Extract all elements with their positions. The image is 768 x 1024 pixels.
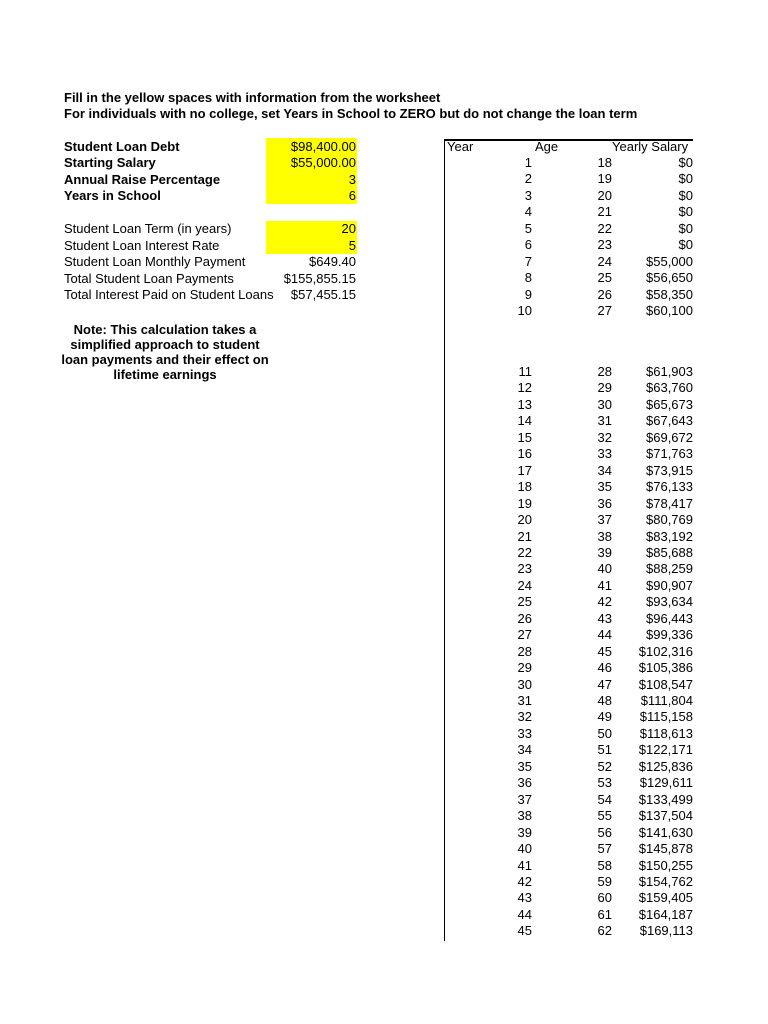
age-cell: 18: [597, 155, 612, 170]
table-row: [446, 529, 693, 545]
year-cell: 4: [524, 204, 532, 220]
age-cell: 30: [597, 396, 612, 412]
table-row: [446, 561, 693, 577]
total-payments-label: Total Student Loan Payments: [64, 271, 234, 286]
table-row: [446, 380, 693, 396]
year-cell: 5: [524, 220, 532, 236]
salary-cell: $63,760: [646, 380, 693, 396]
age-cell: 29: [597, 380, 612, 396]
table-row: [446, 808, 693, 824]
year-cell: 35: [517, 758, 532, 774]
table-row: [446, 825, 693, 841]
age-cell: 62: [597, 923, 612, 939]
table-row: [446, 545, 693, 561]
instruction-line-1: Fill in the yellow spaces with information from the worksheet: [64, 90, 441, 105]
salary-cell: $93,634: [646, 594, 693, 610]
year-cell: 23: [517, 561, 532, 577]
interest-rate-input[interactable]: 5: [348, 238, 356, 253]
table-row: [446, 171, 693, 187]
year-cell: 21: [517, 528, 532, 544]
salary-cell: $99,336: [646, 627, 693, 643]
year-cell: 28: [517, 643, 532, 659]
table-row: [446, 430, 693, 446]
salary-cell: $0: [678, 171, 693, 187]
table-row: [446, 644, 693, 660]
table-left-border: [444, 139, 445, 941]
age-cell: 38: [597, 528, 612, 544]
salary-cell: $80,769: [646, 512, 693, 528]
total-interest-value: $57,455.15: [290, 287, 356, 302]
age-cell: 28: [597, 364, 612, 379]
table-row: [446, 611, 693, 627]
age-cell: 39: [597, 544, 612, 560]
year-cell: 7: [524, 253, 532, 269]
year-cell: 6: [524, 237, 532, 253]
salary-cell: $129,611: [639, 775, 693, 791]
table-row: [446, 237, 693, 253]
salary-cell: $73,915: [646, 462, 693, 478]
table-row: [446, 413, 693, 429]
year-cell: 44: [517, 906, 532, 922]
year-cell: 3: [524, 187, 532, 203]
age-cell: 57: [597, 841, 612, 857]
table-row: [446, 677, 693, 693]
year-cell: 25: [517, 594, 532, 610]
table-row: [446, 907, 693, 923]
student-loan-debt-input[interactable]: $98,400.00: [290, 139, 356, 154]
age-cell: 50: [597, 725, 612, 741]
age-cell: 56: [597, 824, 612, 840]
table-row: [446, 496, 693, 512]
year-cell: 12: [517, 380, 532, 396]
salary-cell: $96,443: [646, 610, 693, 626]
table-row: [446, 287, 693, 303]
salary-cell: $67,643: [646, 413, 693, 429]
student-loan-debt-label: Student Loan Debt: [64, 139, 180, 154]
table-row: [446, 270, 693, 286]
table-row: [446, 446, 693, 462]
salary-cell: $85,688: [646, 544, 693, 560]
year-cell: 17: [517, 462, 532, 478]
table-row: [446, 660, 693, 676]
salary-cell: $137,504: [638, 808, 693, 824]
table-row: [446, 578, 693, 594]
year-cell: 16: [517, 446, 532, 462]
salary-cell: $154,762: [638, 873, 693, 889]
age-cell: 55: [597, 808, 612, 824]
salary-cell: $58,350: [646, 286, 693, 302]
age-cell: 59: [597, 873, 612, 889]
table-row: [446, 512, 693, 528]
salary-cell: $0: [678, 204, 693, 220]
age-cell: 52: [597, 758, 612, 774]
year-cell: 2: [524, 171, 532, 187]
loan-term-input[interactable]: 20: [341, 221, 356, 236]
table-row: [446, 775, 693, 791]
year-cell: 9: [524, 286, 532, 302]
salary-cell: $169,113: [639, 923, 693, 939]
year-cell: 29: [517, 660, 532, 676]
age-cell: 42: [597, 594, 612, 610]
age-cell: 40: [597, 561, 612, 577]
table-row: [446, 479, 693, 495]
years-in-school-input[interactable]: 6: [348, 188, 356, 203]
salary-cell: $115,158: [639, 709, 693, 725]
salary-cell: $60,100: [646, 303, 693, 319]
salary-cell: $88,259: [646, 561, 693, 577]
table-row: [446, 188, 693, 204]
interest-rate-label: Student Loan Interest Rate: [64, 238, 220, 253]
table-row: [446, 627, 693, 643]
age-cell: 46: [597, 660, 612, 676]
salary-cell: $118,613: [639, 725, 693, 741]
age-cell: 34: [597, 462, 612, 478]
year-cell: 1: [524, 155, 532, 170]
age-cell: 25: [597, 270, 612, 286]
salary-cell: $145,878: [638, 841, 693, 857]
age-cell: 24: [597, 253, 612, 269]
year-cell: 10: [517, 303, 532, 319]
age-cell: 26: [597, 286, 612, 302]
table-row: [446, 397, 693, 413]
salary-cell: $69,672: [646, 429, 693, 445]
year-cell: 27: [517, 627, 532, 643]
salary-cell: $0: [678, 187, 693, 203]
total-interest-label: Total Interest Paid on Student Loans: [64, 287, 274, 302]
salary-cell: $78,417: [646, 495, 693, 511]
table-row: [446, 841, 693, 857]
year-cell: 39: [517, 824, 532, 840]
age-cell: 58: [597, 857, 612, 873]
table-row: [446, 693, 693, 709]
age-cell: 33: [597, 446, 612, 462]
column-header-age: Age: [535, 139, 559, 154]
year-cell: 43: [517, 890, 532, 906]
starting-salary-input[interactable]: $55,000.00: [290, 155, 356, 170]
table-row: [446, 858, 693, 874]
age-cell: 45: [597, 643, 612, 659]
table-row: [446, 155, 693, 171]
age-cell: 31: [597, 413, 612, 429]
age-cell: 23: [597, 237, 612, 253]
salary-cell: $125,836: [638, 758, 693, 774]
age-cell: 61: [597, 906, 612, 922]
instruction-line-2: For individuals with no college, set Years in School to ZERO but do not change the loan term: [64, 106, 638, 121]
year-cell: 36: [517, 775, 532, 791]
year-cell: 14: [517, 413, 532, 429]
year-cell: 31: [517, 693, 532, 708]
table-row: [446, 759, 693, 775]
salary-cell: $150,255: [638, 857, 693, 873]
age-cell: 43: [597, 610, 612, 626]
table-row: [446, 923, 693, 939]
year-cell: 32: [517, 709, 532, 725]
salary-cell: $141,630: [638, 824, 693, 840]
year-cell: 26: [517, 610, 532, 626]
starting-salary-label: Starting Salary: [64, 155, 156, 170]
year-cell: 22: [517, 544, 532, 560]
salary-cell: $164,187: [638, 906, 693, 922]
table-row: [446, 463, 693, 479]
salary-cell: $102,316: [638, 643, 693, 659]
year-cell: 30: [517, 676, 532, 692]
salary-cell: $55,000: [646, 253, 693, 269]
loan-term-label: Student Loan Term (in years): [64, 221, 232, 236]
salary-cell: $65,673: [646, 396, 693, 412]
table-row: [446, 204, 693, 220]
age-cell: 21: [597, 204, 612, 220]
age-cell: 44: [597, 627, 612, 643]
salary-cell: $0: [678, 155, 693, 170]
age-cell: 54: [597, 791, 612, 807]
year-cell: 37: [517, 791, 532, 807]
age-cell: 36: [597, 495, 612, 511]
annual-raise-label: Annual Raise Percentage: [64, 172, 221, 187]
year-cell: 11: [518, 364, 532, 379]
years-in-school-label: Years in School: [64, 188, 161, 203]
year-cell: 40: [517, 841, 532, 857]
age-cell: 47: [597, 676, 612, 692]
salary-cell: $61,903: [646, 364, 693, 379]
age-cell: 48: [597, 693, 612, 708]
column-header-year: Year: [447, 139, 474, 154]
age-cell: 60: [597, 890, 612, 906]
table-row: [446, 792, 693, 808]
salary-cell: $133,499: [638, 791, 693, 807]
monthly-payment-value: $649.40: [309, 254, 356, 269]
year-cell: 24: [517, 577, 532, 593]
salary-cell: $71,763: [646, 446, 693, 462]
year-cell: 18: [517, 479, 532, 495]
table-row: [446, 726, 693, 742]
table-row: [446, 709, 693, 725]
table-row: [446, 890, 693, 906]
table-row: [446, 254, 693, 270]
year-cell: 42: [517, 873, 532, 889]
age-cell: 20: [597, 187, 612, 203]
salary-cell: $76,133: [646, 479, 693, 495]
age-cell: 51: [597, 742, 612, 758]
salary-cell: $83,192: [646, 528, 693, 544]
year-cell: 20: [517, 512, 532, 528]
table-row: [446, 364, 693, 380]
age-cell: 37: [597, 512, 612, 528]
annual-raise-input[interactable]: 3: [348, 172, 356, 187]
age-cell: 49: [597, 709, 612, 725]
salary-cell: $122,171: [638, 742, 693, 758]
salary-cell: $0: [678, 237, 693, 253]
salary-cell: $111,804: [640, 693, 693, 708]
table-row: [446, 742, 693, 758]
year-cell: 34: [517, 742, 532, 758]
salary-cell: $56,650: [646, 270, 693, 286]
age-cell: 27: [597, 303, 612, 319]
total-payments-value: $155,855.15: [283, 271, 356, 286]
salary-cell: $159,405: [638, 890, 693, 906]
column-header-salary: Yearly Salary: [612, 139, 689, 154]
age-cell: 35: [597, 479, 612, 495]
salary-cell: $90,907: [646, 577, 693, 593]
table-row: [446, 221, 693, 237]
salary-cell: $0: [678, 220, 693, 236]
monthly-payment-label: Student Loan Monthly Payment: [64, 254, 246, 269]
table-row: [446, 874, 693, 890]
year-cell: 19: [517, 495, 532, 511]
year-cell: 45: [517, 923, 532, 939]
table-row: [446, 594, 693, 610]
salary-cell: $105,386: [638, 660, 693, 676]
age-cell: 32: [597, 429, 612, 445]
year-cell: 8: [524, 270, 532, 286]
year-cell: 13: [517, 396, 532, 412]
age-cell: 53: [597, 775, 612, 791]
age-cell: 19: [597, 171, 612, 187]
age-cell: 41: [597, 577, 612, 593]
calculation-note: Note: This calculation takes a simplified approach to student loan payments and their effect on lifetime earnings: [61, 322, 269, 382]
year-cell: 15: [517, 429, 532, 445]
table-row: [446, 303, 693, 319]
salary-cell: $108,547: [638, 676, 693, 692]
year-cell: 41: [517, 857, 532, 873]
age-cell: 22: [597, 220, 612, 236]
year-cell: 38: [517, 808, 532, 824]
year-cell: 33: [517, 725, 532, 741]
